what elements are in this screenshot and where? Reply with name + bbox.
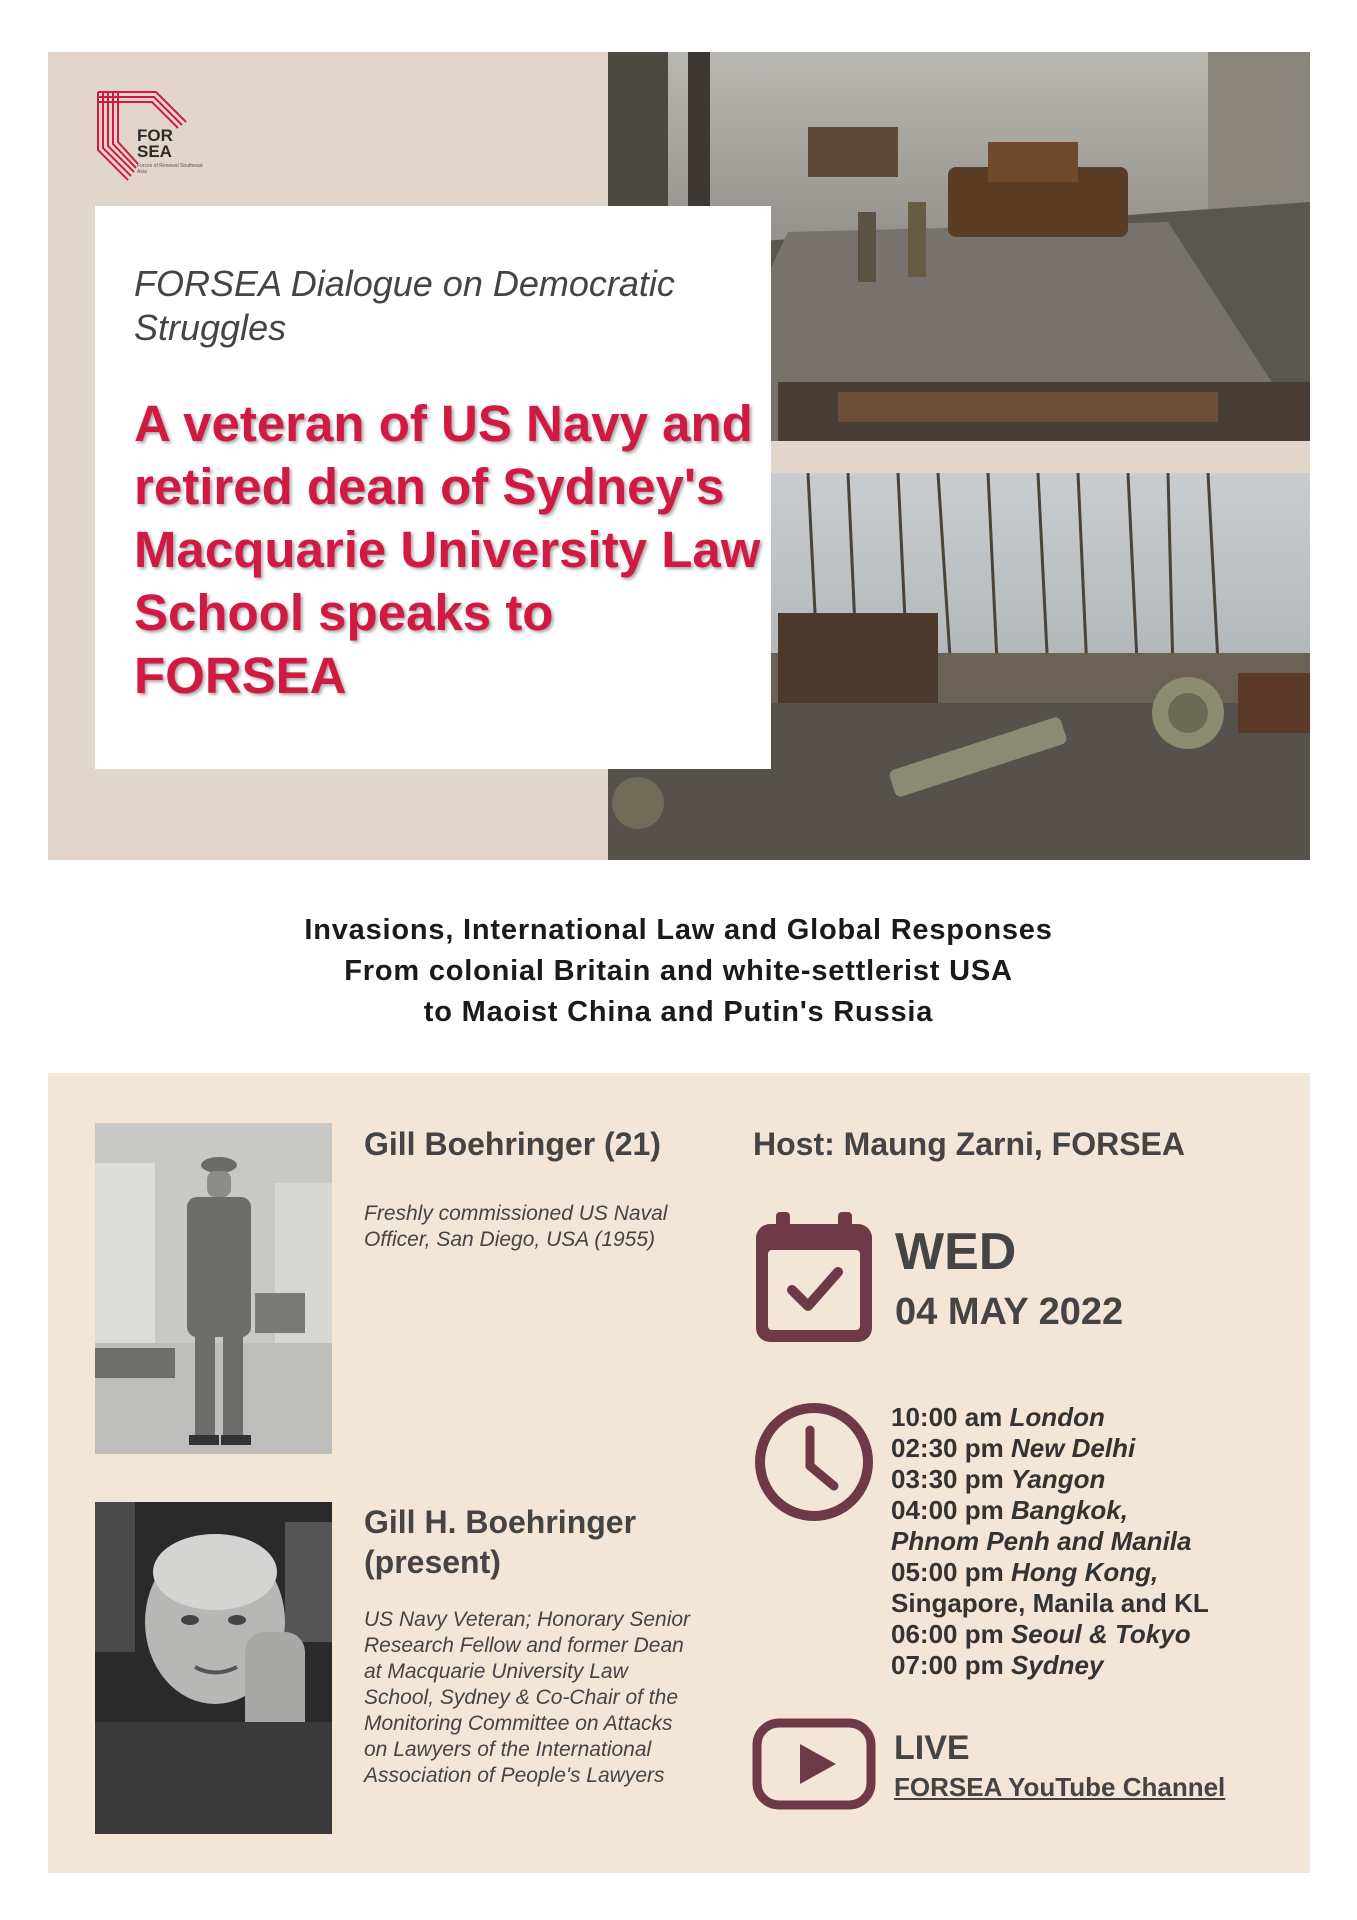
schedule-row: Singapore, Manila and KL bbox=[891, 1588, 1209, 1618]
schedule-row: 10:00 am London bbox=[891, 1402, 1105, 1432]
schedule-row: 05:00 pm Hong Kong, bbox=[891, 1557, 1159, 1587]
subtitle-line3: to Maoist China and Putin's Russia bbox=[423, 996, 934, 1028]
play-icon bbox=[752, 1718, 876, 1810]
schedule-row: 04:00 pm Bangkok, bbox=[891, 1495, 1128, 1525]
headline: A veteran of US Navy and retired dean of Sydney's Macquarie University Law School speaks to FORSEA bbox=[134, 395, 761, 704]
subtitle-line2: From colonial Britain and white-settlerist USA bbox=[344, 955, 1013, 987]
host-label: Host: Maung Zarni, FORSEA bbox=[753, 1126, 1185, 1162]
subtitle-line1: Invasions, International Law and Global Responses bbox=[304, 914, 1053, 946]
event-day: WED bbox=[895, 1223, 1017, 1281]
clock-icon bbox=[752, 1400, 876, 1524]
series-title: FORSEA Dialogue on Democratic Struggles bbox=[134, 263, 675, 348]
schedule-row: 02:30 pm New Delhi bbox=[891, 1433, 1136, 1463]
speaker1-name: Gill Boehringer (21) bbox=[364, 1126, 661, 1162]
youtube-channel-link[interactable]: FORSEA YouTube Channel bbox=[894, 1772, 1226, 1802]
speaker1-photo bbox=[95, 1123, 332, 1454]
live-label: LIVE bbox=[894, 1729, 970, 1767]
schedule-row: 07:00 pm Sydney bbox=[891, 1650, 1104, 1680]
schedule-row: 06:00 pm Seoul & Tokyo bbox=[891, 1619, 1191, 1649]
photo-divider bbox=[772, 441, 1310, 473]
logo-wordmark bbox=[137, 128, 197, 160]
event-date: 04 MAY 2022 bbox=[895, 1291, 1124, 1333]
calendar-check-icon bbox=[752, 1210, 876, 1346]
speaker2-name: Gill H. Boehringer (present) bbox=[364, 1504, 637, 1580]
speaker2-description: US Navy Veteran; Honorary Senior Research Fellow and former Dean at Macquarie University Law School, Sydney & Co-Chair of the Monitoring Committee on Attacks on Lawyers of the International Association of People's Lawyers bbox=[364, 1608, 691, 1787]
schedule-row: 03:30 pm Yangon bbox=[891, 1464, 1106, 1494]
logo-text-line1: FOR bbox=[137, 126, 173, 145]
speaker1-description: Freshly commissioned US Naval Officer, San Diego, USA (1955) bbox=[364, 1202, 668, 1251]
event-subtitle bbox=[60, 910, 1297, 1033]
timezone-schedule bbox=[891, 1402, 1311, 1681]
logo-tagline: Forces of Renewal Southeast Asia bbox=[137, 163, 203, 175]
logo-text-line2: SEA bbox=[137, 142, 172, 161]
speaker2-photo bbox=[95, 1502, 332, 1834]
schedule-row: Phnom Penh and Manila bbox=[891, 1526, 1192, 1556]
